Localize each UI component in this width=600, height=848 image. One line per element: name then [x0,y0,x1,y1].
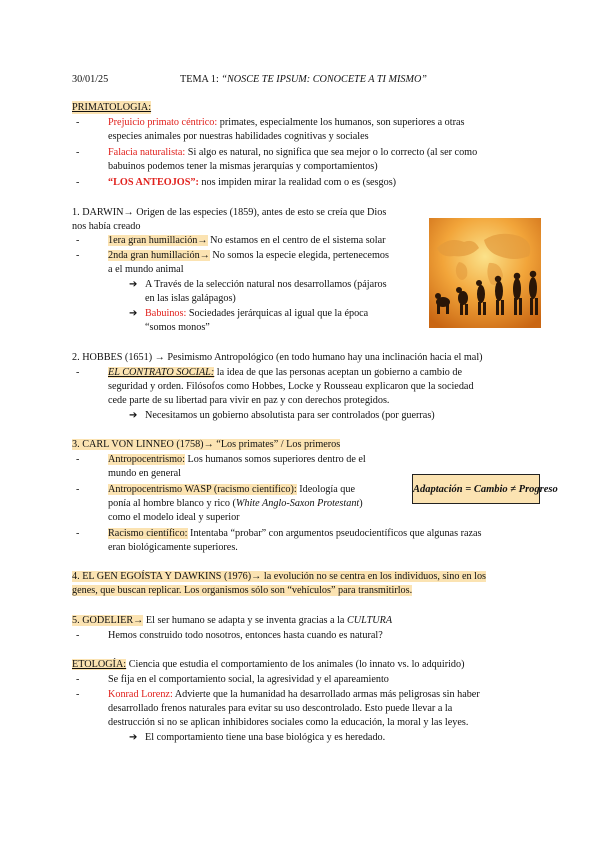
darwin-heading-cont: nos había creado [72,221,141,232]
linneo-wasp-cont-1: ponía al hombre blanco y rico (White Anglo-Saxon Protestant) [108,498,363,509]
hobbes-contrato: EL CONTRATO SOCIAL: la idea de que las personas aceptan un gobierno a cambio de [108,367,463,378]
bullet-dash: - [76,528,80,539]
etologia-lorenz-cont-2: destrucción si no se aplican inhibidores sociales como la educación, la moral y las leyes. [108,717,469,728]
bullet-dash: - [76,147,80,158]
bullet-dash: - [76,484,80,495]
darwin-humillacion-1: 1era gran humillación→ No estamos en el centro de el sistema solar [108,235,386,246]
bullet-dash: - [76,367,80,378]
primatologia-item-1: Prejuicio primato céntrico: primates, especialmente los humanos, son superiores a otras [108,117,465,128]
bullet-dash: - [76,250,80,261]
darwin-arrow-1: A Través de la selección natural nos desarrollamos (pájaros [145,279,387,290]
primatologia-item-2: Falacia naturalista: Si algo es natural, no significa que sea mejor o lo correcto (al ser como [108,147,478,158]
bullet-dash: - [76,630,80,641]
darwin-heading: 1. DARWIN→ Origen de las especies (1859), antes de esto se creía que Dios [72,207,387,218]
bullet-dash: - [76,117,80,128]
hobbes-contrato-cont-1: seguridad y orden. Filósofos como Hobbes, Locke y Rousseau explicaron que la sociedad [108,381,474,392]
bullet-dash: - [76,674,80,685]
bullet-dash: - [76,235,80,246]
evolution-image [429,218,541,328]
linneo-antropocentrismo: Antropocentrismo: Los humanos somos superiores dentro de el [108,454,366,465]
darwin-humillacion-2-cont: a el mundo animal [108,264,184,275]
arrow-bullet-icon: ➔ [129,410,138,421]
primatologia-heading: PRIMATOLOGIA: [72,102,152,113]
primatologia-item-2-cont: babuinos podemos tener la mismas jerarquías y comportamientos) [108,161,378,172]
godelier-item: Hemos construido todo nosotros, entonces hasta cuando es natural? [108,630,383,641]
godelier-heading: 5. GODELIER→ El ser humano se adapta y se inventa gracias a la CULTURA [72,615,393,626]
bullet-dash: - [76,454,80,465]
linneo-racismo-cont: eran biológicamente superiores. [108,542,238,553]
linneo-racismo: Racismo científico: Intentaba “probar” con argumentos pseudocientíficos que algunas razas [108,528,482,539]
etologia-lorenz: Konrad Lorenz: Advierte que la humanidad ha desarrollado armas más peligrosas sin haber [108,689,480,700]
bullet-dash: - [76,177,80,188]
page-date: 30/01/25 [72,74,109,85]
hobbes-arrow: Necesitamos un gobierno absolutista para ser controlados (por guerras) [145,410,435,421]
primatologia-item-1-cont: especies animales por nuestras habilidades cognitivas y sociales [108,131,369,142]
linneo-wasp: Antropocentrismo WASP (racismo científico): Ideología que [108,484,355,495]
hobbes-contrato-cont-2: cede parte de su libertad para vivir en paz y con derechos protegidos. [108,395,390,406]
darwin-humillacion-2: 2nda gran humillación→ No somos la especie elegida, pertenecemos [108,250,389,261]
etologia-item-1: Se fija en el comportamiento social, la agresividad y el apareamiento [108,674,389,685]
dawkins-cont: genes, que buscan replicar. Los organismos sólo son “vehículos” para transmitirlos. [72,585,413,596]
arrow-bullet-icon: ➔ [129,279,138,290]
etologia-heading: ETOLOGÍA: Ciencia que estudia el comportamiento de los animales (lo innato vs. lo adquirido) [72,659,465,670]
linneo-heading: 3. CARL VON LINNEO (1758)→ “Los primates” / Los primeros [72,439,341,450]
darwin-arrow-2: Babuinos: Sociedades jerárquicas al igual que la época [145,308,369,319]
bullet-dash: - [76,689,80,700]
darwin-arrow-1-cont: en las islas galápagos) [145,293,236,304]
darwin-arrow-2-cont: “somos monos” [145,322,210,333]
adaptacion-box-text: Adaptación = Cambio ≠ Progreso [413,484,558,495]
etologia-arrow: El comportamiento tiene una base biológica y es heredado. [145,732,386,743]
arrow-bullet-icon: ➔ [129,732,138,743]
etologia-lorenz-cont-1: desarrollado frenos naturales para evitar su uso descontrolado. Esto puede llevar a la [108,703,453,714]
arrow-bullet-icon: ➔ [129,308,138,319]
primatologia-item-3: “LOS ANTEOJOS”: nos impiden mirar la realidad com o es (sesgos) [108,177,397,188]
dawkins-heading: 4. EL GEN EGOÍSTA Y DAWKINS (1976)→ la evolución no se centra en los individuos, sino en los [72,571,487,582]
adaptacion-box [412,474,558,504]
hobbes-heading: 2. HOBBES (1651) → Pesimismo Antropológico (en todo humano hay una inclinación hacia el mal) [72,352,483,363]
page-title: TEMA 1: “NOSCE TE IPSUM: CONOCETE A TI MISMO” [180,74,427,85]
linneo-antropocentrismo-cont: mundo en general [108,468,181,479]
linneo-wasp-cont-2: como el modelo ideal y superior [108,512,240,523]
